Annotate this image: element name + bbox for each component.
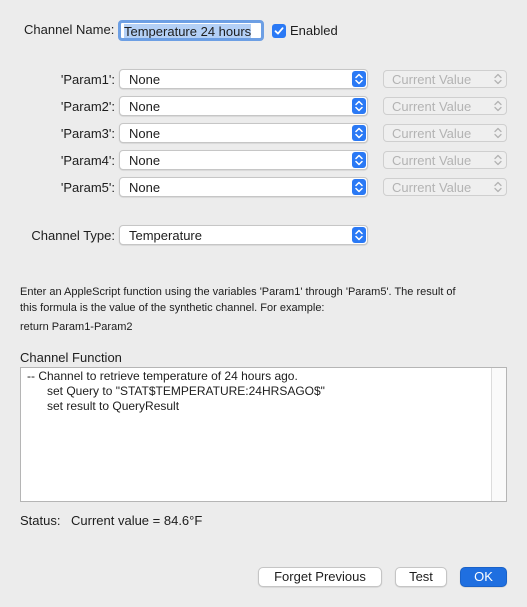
chevron-updown-icon	[494, 127, 502, 142]
param5-label: 'Param5':	[60, 180, 115, 195]
param5-popup[interactable]	[119, 177, 368, 197]
checkmark-icon	[274, 26, 284, 36]
current-value-placeholder: Current Value	[392, 99, 472, 114]
vertical-scrollbar[interactable]	[491, 368, 506, 501]
code-line: -- Channel to retrieve temperature of 24 hours ago.	[27, 369, 298, 383]
param2-label: 'Param2':	[60, 99, 115, 114]
param1-popup[interactable]	[119, 69, 368, 89]
description-line-2: this formula is the value of the synthetic channel. For example:	[20, 302, 325, 314]
description-example: return Param1-Param2	[20, 321, 133, 333]
description-text	[20, 284, 515, 316]
channel-type-value: Temperature	[129, 228, 202, 243]
param2-current-value-popup	[383, 97, 507, 115]
current-value-placeholder: Current Value	[392, 126, 472, 141]
chevron-updown-icon	[494, 73, 502, 88]
ok-button[interactable]: OK	[460, 567, 507, 587]
chevron-updown-icon	[352, 179, 366, 195]
param3-value: None	[129, 126, 161, 141]
status-value: Current value = 84.6°F	[71, 513, 203, 528]
channel-name-field[interactable]	[118, 20, 264, 41]
status-label: Status:	[20, 513, 61, 528]
description-line-1: Enter an AppleScript function using the variables 'Param1' through 'Param5'. The result of	[20, 286, 456, 298]
forget-previous-button[interactable]: Forget Previous	[258, 567, 382, 587]
channel-type-popup[interactable]	[119, 225, 368, 245]
chevron-updown-icon	[352, 227, 366, 243]
channel-name-label: Channel Name:	[24, 22, 115, 37]
param2-value: None	[129, 99, 161, 114]
current-value-placeholder: Current Value	[392, 180, 472, 195]
param4-label: 'Param4':	[60, 153, 115, 168]
test-button[interactable]: Test	[395, 567, 447, 587]
chevron-updown-icon	[494, 181, 502, 196]
chevron-updown-icon	[352, 71, 366, 87]
chevron-updown-icon	[494, 100, 502, 115]
param5-value: None	[129, 180, 161, 195]
channel-function-label: Channel Function	[20, 350, 122, 365]
chevron-updown-icon	[352, 98, 366, 114]
enabled-checkbox[interactable]	[272, 24, 286, 38]
current-value-placeholder: Current Value	[392, 72, 472, 87]
param4-current-value-popup	[383, 151, 507, 169]
channel-name-value: Temperature 24 hours	[124, 24, 252, 39]
enabled-label[interactable]: Enabled	[290, 23, 338, 38]
param1-current-value-popup	[383, 70, 507, 88]
param3-label: 'Param3':	[60, 126, 115, 141]
param1-value: None	[129, 72, 161, 87]
code-line: set result to QueryResult	[27, 399, 180, 413]
param2-popup[interactable]	[119, 96, 368, 116]
code-line: set Query to "STAT$TEMPERATURE:24HRSAGO$"	[27, 384, 325, 398]
channel-type-label: Channel Type:	[31, 228, 115, 243]
param5-current-value-popup	[383, 178, 507, 196]
param1-label: 'Param1':	[60, 72, 115, 87]
chevron-updown-icon	[494, 154, 502, 169]
current-value-placeholder: Current Value	[392, 153, 472, 168]
chevron-updown-icon	[352, 152, 366, 168]
param4-popup[interactable]	[119, 150, 368, 170]
param4-value: None	[129, 153, 161, 168]
param3-current-value-popup	[383, 124, 507, 142]
chevron-updown-icon	[352, 125, 366, 141]
param3-popup[interactable]	[119, 123, 368, 143]
channel-function-editor[interactable]	[20, 367, 507, 502]
